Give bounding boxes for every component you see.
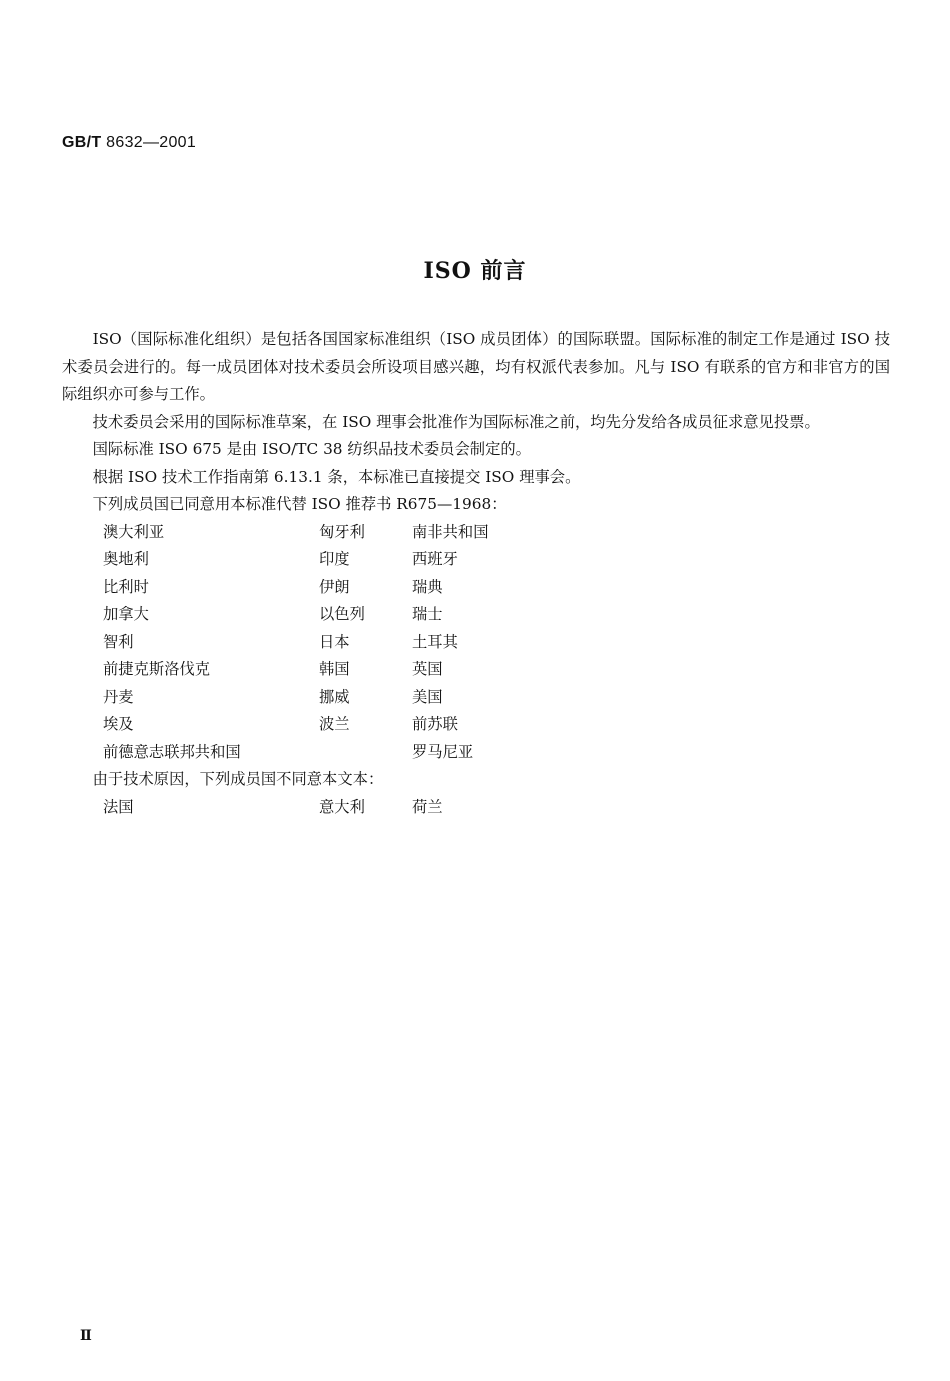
country-name: 法国 [103, 797, 134, 816]
country-name: 加拿大 [103, 605, 149, 623]
country-name: 美国 [412, 687, 443, 706]
country-name: 意大利 [319, 797, 365, 816]
approving-countries-list [103, 519, 890, 767]
country-name: 丹麦 [103, 687, 134, 706]
page-title: ISO 前言 [423, 258, 527, 284]
standard-code: 8632—2001 [106, 134, 197, 151]
country-name: 埃及 [103, 715, 134, 733]
country-name: 挪威 [319, 687, 350, 706]
country-name: 瑞典 [412, 577, 443, 596]
country-name: 以色列 [319, 605, 365, 623]
page-number: Ⅱ [80, 1328, 92, 1344]
standard-prefix: GB/T [62, 134, 102, 151]
standard-number [62, 134, 196, 152]
country-name: 英国 [412, 660, 443, 678]
country-name: 土耳其 [412, 632, 458, 651]
country-name: 印度 [319, 550, 350, 568]
country-name: 瑞士 [412, 605, 443, 623]
country-name: 波兰 [319, 715, 350, 733]
document-body [62, 326, 890, 821]
country-name: 前苏联 [412, 715, 458, 733]
country-name: 澳大利亚 [103, 522, 165, 541]
country-name: 智利 [103, 632, 134, 651]
country-name: 前德意志联邦共和国 [103, 742, 241, 761]
paragraph-voting: 技术委员会采用的国际标准草案，在 ISO 理事会批准作为国际标准之前，均先分发给各成员征求意见投票。 [92, 412, 820, 431]
paragraph-approval-intro: 下列成员国已同意用本标准代替 ISO 推荐书 R675—1968： [92, 495, 507, 513]
country-name: 日本 [319, 632, 350, 651]
country-name: 荷兰 [412, 797, 443, 816]
disapproving-countries-list [103, 794, 890, 822]
country-name: 比利时 [103, 577, 149, 596]
paragraph-iso-intro: ISO（国际标准化组织）是包括各国国家标准组织（ISO 成员团体）的国际联盟。国际标准的制定工作是通过 ISO 技术委员会进行的。每一成员团体对技术委员会所设项目感兴趣，均有权派代表参加。凡与 ISO 有联系的官方和非官方的国际组织亦可参与工作。 [62, 330, 890, 403]
country-name: 奥地利 [103, 550, 149, 568]
paragraph-committee: 国际标准 ISO 675 是由 ISO/TC 38 纺织品技术委员会制定的。 [92, 440, 531, 458]
country-name: 匈牙利 [319, 522, 365, 541]
country-name: 罗马尼亚 [412, 742, 474, 761]
paragraph-submission: 根据 ISO 技术工作指南第 6.13.1 条，本标准已直接提交 ISO 理事会。 [92, 467, 581, 486]
country-name [319, 739, 412, 767]
country-name: 南非共和国 [412, 522, 489, 541]
paragraph-disapproval-intro: 由于技术原因，下列成员国不同意本文本： [92, 770, 384, 788]
country-name: 伊朗 [319, 577, 350, 596]
country-name: 西班牙 [412, 550, 458, 568]
country-name: 韩国 [319, 660, 350, 678]
country-name: 前捷克斯洛伐克 [103, 660, 211, 678]
